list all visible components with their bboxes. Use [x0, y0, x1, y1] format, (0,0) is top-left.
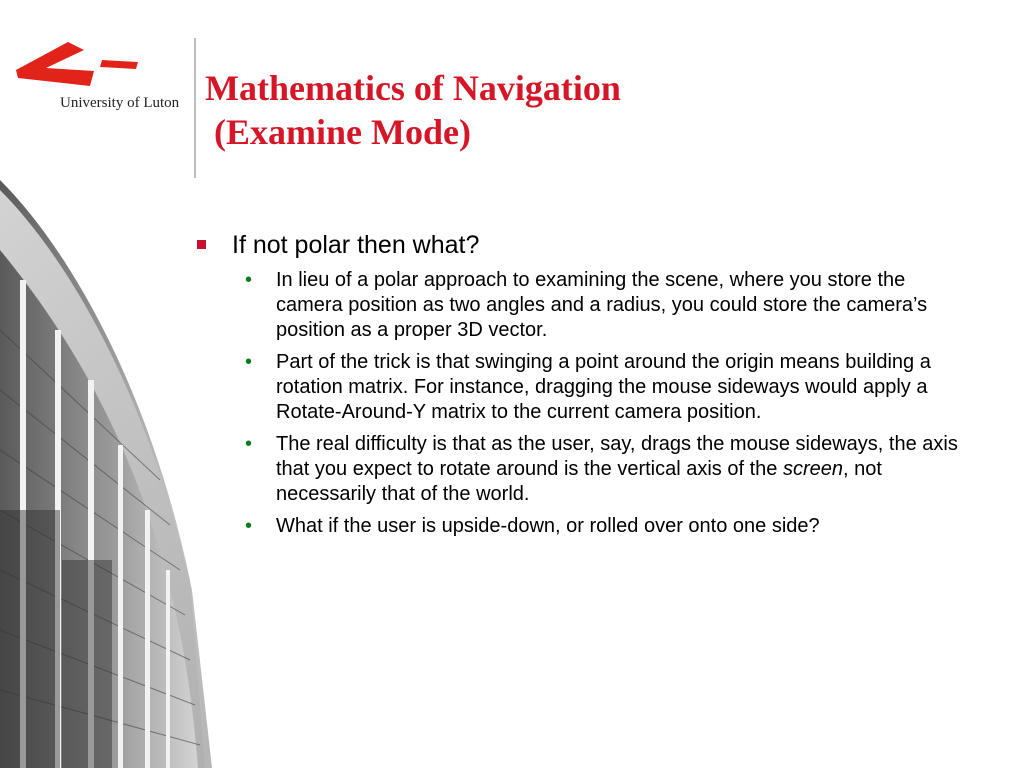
- sub-bullet: [195, 514, 976, 539]
- sub-bullet-text-start: The real difficulty is that as the user, say, drags the mouse sideways, the axis that you expect to rotate around is the vertical axis of the: [276, 433, 958, 480]
- sub-bullet-text: What if the user is upside-down, or rolled over onto one side?: [276, 515, 820, 537]
- main-bullet-text: If not polar then what?: [232, 231, 480, 259]
- bullet-dot-icon: •: [245, 351, 253, 373]
- square-bullet-icon: [197, 240, 206, 249]
- slide-content: [195, 228, 995, 546]
- logo-text: University of Luton: [60, 95, 180, 111]
- sub-bullet-list: [195, 268, 995, 539]
- main-bullet: [195, 228, 995, 262]
- logo-mark-icon: [10, 38, 140, 94]
- sub-bullet: [195, 350, 976, 425]
- sub-bullet-text: Part of the trick is that swinging a point around the origin means building a rotation matrix. For instance, dragging the mouse sideways would apply a Rotate-Around-Y matrix to the current camera position.: [276, 351, 931, 423]
- sub-bullet: [195, 268, 976, 343]
- university-logo: [10, 38, 185, 118]
- bullet-dot-icon: •: [245, 269, 253, 291]
- sub-bullet: [195, 432, 976, 507]
- sub-bullet-text-end: , not necessarily that of the world.: [276, 458, 882, 505]
- header-divider: [194, 38, 196, 178]
- slide-title: [205, 66, 621, 154]
- sub-bullet-text: [276, 433, 958, 505]
- title-line-1: Mathematics of Navigation: [205, 68, 621, 108]
- bullet-dot-icon: •: [245, 515, 253, 537]
- emphasis-text: screen: [782, 458, 843, 480]
- title-line-2: (Examine Mode): [205, 112, 471, 152]
- bullet-dot-icon: •: [245, 433, 253, 455]
- sub-bullet-text: In lieu of a polar approach to examining the scene, where you store the camera position as two angles and a radius, you could store the camera’s position as a proper 3D vector.: [276, 269, 928, 341]
